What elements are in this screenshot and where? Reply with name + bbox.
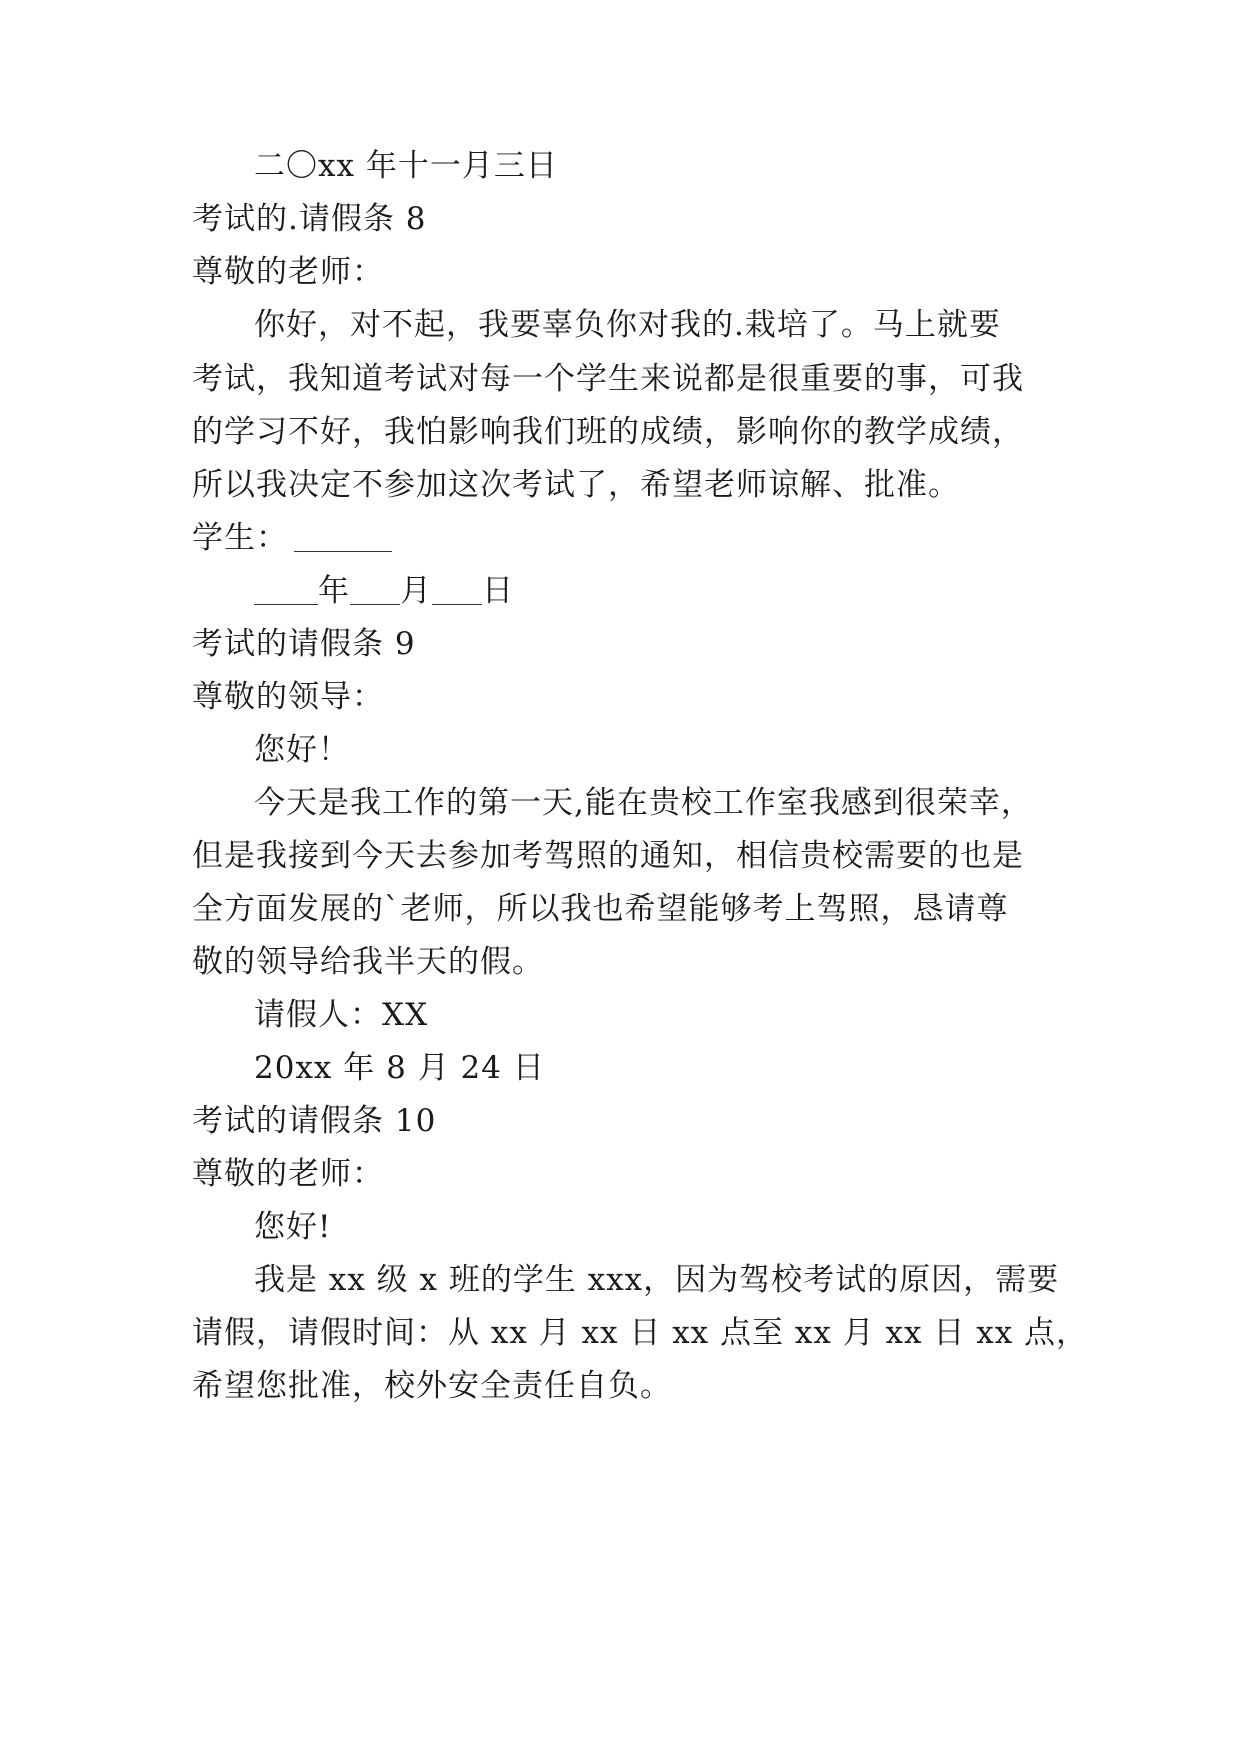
date-line: 二〇xx 年十一月三日 <box>254 148 558 184</box>
body-line: 今天是我工作的第一天,能在贵校工作室我感到很荣幸， <box>254 785 1033 821</box>
date-line: 20xx 年 8 月 24 日 <box>254 1050 545 1086</box>
section-heading-10: 考试的请假条 10 <box>192 1103 437 1139</box>
body-line: 全方面发展的`老师，所以我也希望能够考上驾照，恳请尊 <box>192 891 1009 927</box>
day-label: 日 <box>482 573 514 609</box>
body-line: 的学习不好，我怕影响我们班的成绩，影响你的教学成绩， <box>192 414 1024 450</box>
day-blank <box>432 574 482 605</box>
section-heading-9: 考试的请假条 9 <box>192 626 416 662</box>
student-signature-line <box>192 518 392 558</box>
requester-line: 请假人：XX <box>254 997 429 1033</box>
year-label: 年 <box>318 573 350 609</box>
body-line: 考试，我知道考试对每一个学生来说都是很重要的事，可我 <box>192 361 1024 397</box>
body-line: 我是 xx 级 x 班的学生 xxx，因为驾校考试的原因，需要 <box>254 1262 1060 1298</box>
month-blank <box>350 574 400 605</box>
student-name-blank <box>294 521 392 552</box>
greeting: 您好! <box>254 1209 332 1245</box>
body-line: 请假，请假时间：从 xx 月 xx 日 xx 点至 xx 月 xx 日 xx 点， <box>192 1315 1089 1351</box>
body-line: 希望您批准，校外安全责任自负。 <box>192 1368 672 1404</box>
body-line: 你好，对不起，我要辜负你对我的.栽培了。马上就要 <box>254 307 1001 343</box>
greeting: 您好！ <box>254 732 350 768</box>
year-blank <box>254 574 318 605</box>
salutation: 尊敬的老师： <box>192 1156 384 1192</box>
body-line: 但是我接到今天去参加考驾照的通知，相信贵校需要的也是 <box>192 838 1024 874</box>
body-line: 敬的领导给我半天的假。 <box>192 944 544 980</box>
section-heading-8: 考试的.请假条 8 <box>192 201 427 237</box>
salutation: 尊敬的领导： <box>192 679 384 715</box>
month-label: 月 <box>400 573 432 609</box>
date-blank-line <box>254 571 514 611</box>
student-label: 学生： <box>192 520 288 556</box>
salutation: 尊敬的老师： <box>192 254 384 290</box>
body-line: 所以我决定不参加这次考试了，希望老师谅解、批准。 <box>192 467 960 503</box>
